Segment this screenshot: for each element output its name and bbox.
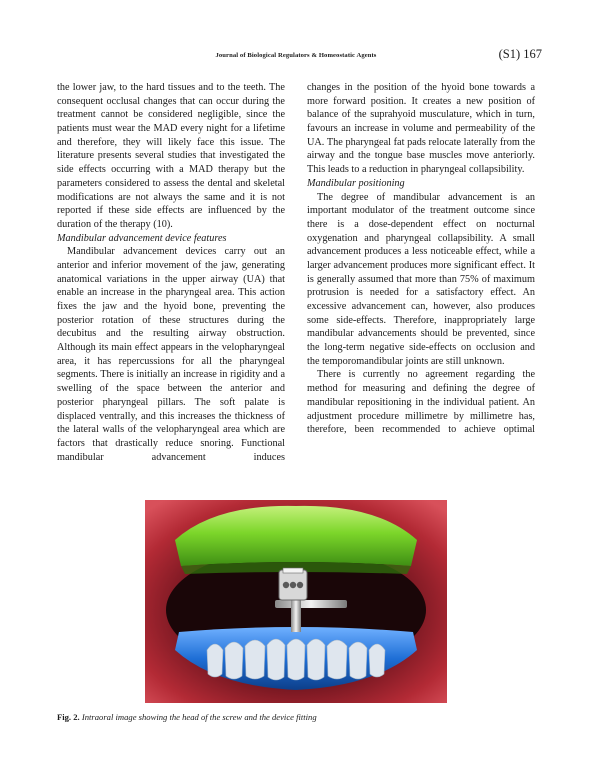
figure-caption xyxy=(57,712,317,722)
figure-caption-text: Intraoral image showing the head of the screw and the device fitting xyxy=(81,712,317,722)
left-column xyxy=(57,81,285,464)
left-paragraph-1: the lower jaw, to the hard tissues and to the teeth. The consequent occlusal changes that can occur during the treatment cannot be considered negligible, since the patients must wear the MAD every night for a lifetime and therefore, they will likely face this issue. The literature presents several studies that investigated the side effects occurring with a MAD therapy but the parameters considered to assess the dental and skeletal modifications are not always the same and it is not reported if these side effects are influenced by the duration of the therapy (10). xyxy=(57,82,285,230)
right-paragraph-1: changes in the position of the hyoid bone towards a more forward position. It creates a new position of balance of the suprahyoid musculature, which in turn, favours an increase in volume and permeability of the UA. The pharyngeal fat pads relocate laterally from the airway and the tongue base muscles move anteriorly. This leads to a reduction in pharyngeal collapsibility. xyxy=(307,82,535,176)
section-title-mandibular-positioning: Mandibular positioning xyxy=(307,177,405,189)
screw-hole-2 xyxy=(290,582,296,588)
page-number: (S1) 167 xyxy=(498,47,542,61)
intraoral-photo xyxy=(145,500,447,703)
figure-label: Fig. 2. xyxy=(57,712,80,722)
right-paragraph-2: The degree of mandibular advancement is an important modulator of the treatment outcome since there is a dose-dependent effect on nocturnal oxygenation and pharyngeal collapsibility. A small advancement produces a less noticeable effect, while a larger advancement produces more significant effect. It is generally assumed that more than 75% of maximum protrusion is needed for a satisfactory effect. An excessive advancement can, however, also produces some side-effects. Therefore, inappropriately large mandibular advancements should be prevented, since the long-term negative side-effects on occlusion and the temporomandibular joints are still unknown. xyxy=(307,191,535,367)
screw-bar xyxy=(275,600,347,608)
screw-hole-3 xyxy=(297,582,303,588)
lower-teeth xyxy=(207,639,385,680)
screw-top-plate xyxy=(283,568,303,573)
journal-header: Journal of Biological Regulators & Homeostatic Agents xyxy=(215,52,377,59)
screw-hole-1 xyxy=(283,582,289,588)
section-title-device-features: Mandibular advancement device features xyxy=(57,232,227,244)
right-column xyxy=(307,81,535,437)
left-paragraph-2: Mandibular advancement devices carry out an anterior and inferior movement of the jaw, generating anatomical variations in the upper airway (UA) that enable an increase in the pharyngeal area. This action fixes the jaw and the hyoid bone, preventing the posterior rotation of these structures during the decubitus and the resulting airway obstruction. Although its main effect appears in the velopharyngeal area, it has repercussions for all the pharyngeal segments. There is initially an increase in rigidity and a swelling of the space between the anterior and posterior pharyngeal pillars. The soft palate is displaced ventrally, and this increases the thickness of the lateral walls of the velopharyngeal area which are factors that drastically reduce snoring. Functional mandibular advancement induces xyxy=(57,246,285,463)
right-paragraph-3: There is currently no agreement regarding the method for measuring and defining the degree of mandibular repositioning in the individual patient. An adjustment procedure millimetre by millimetre has, therefore, been recommended to achieve optimal xyxy=(307,369,535,436)
